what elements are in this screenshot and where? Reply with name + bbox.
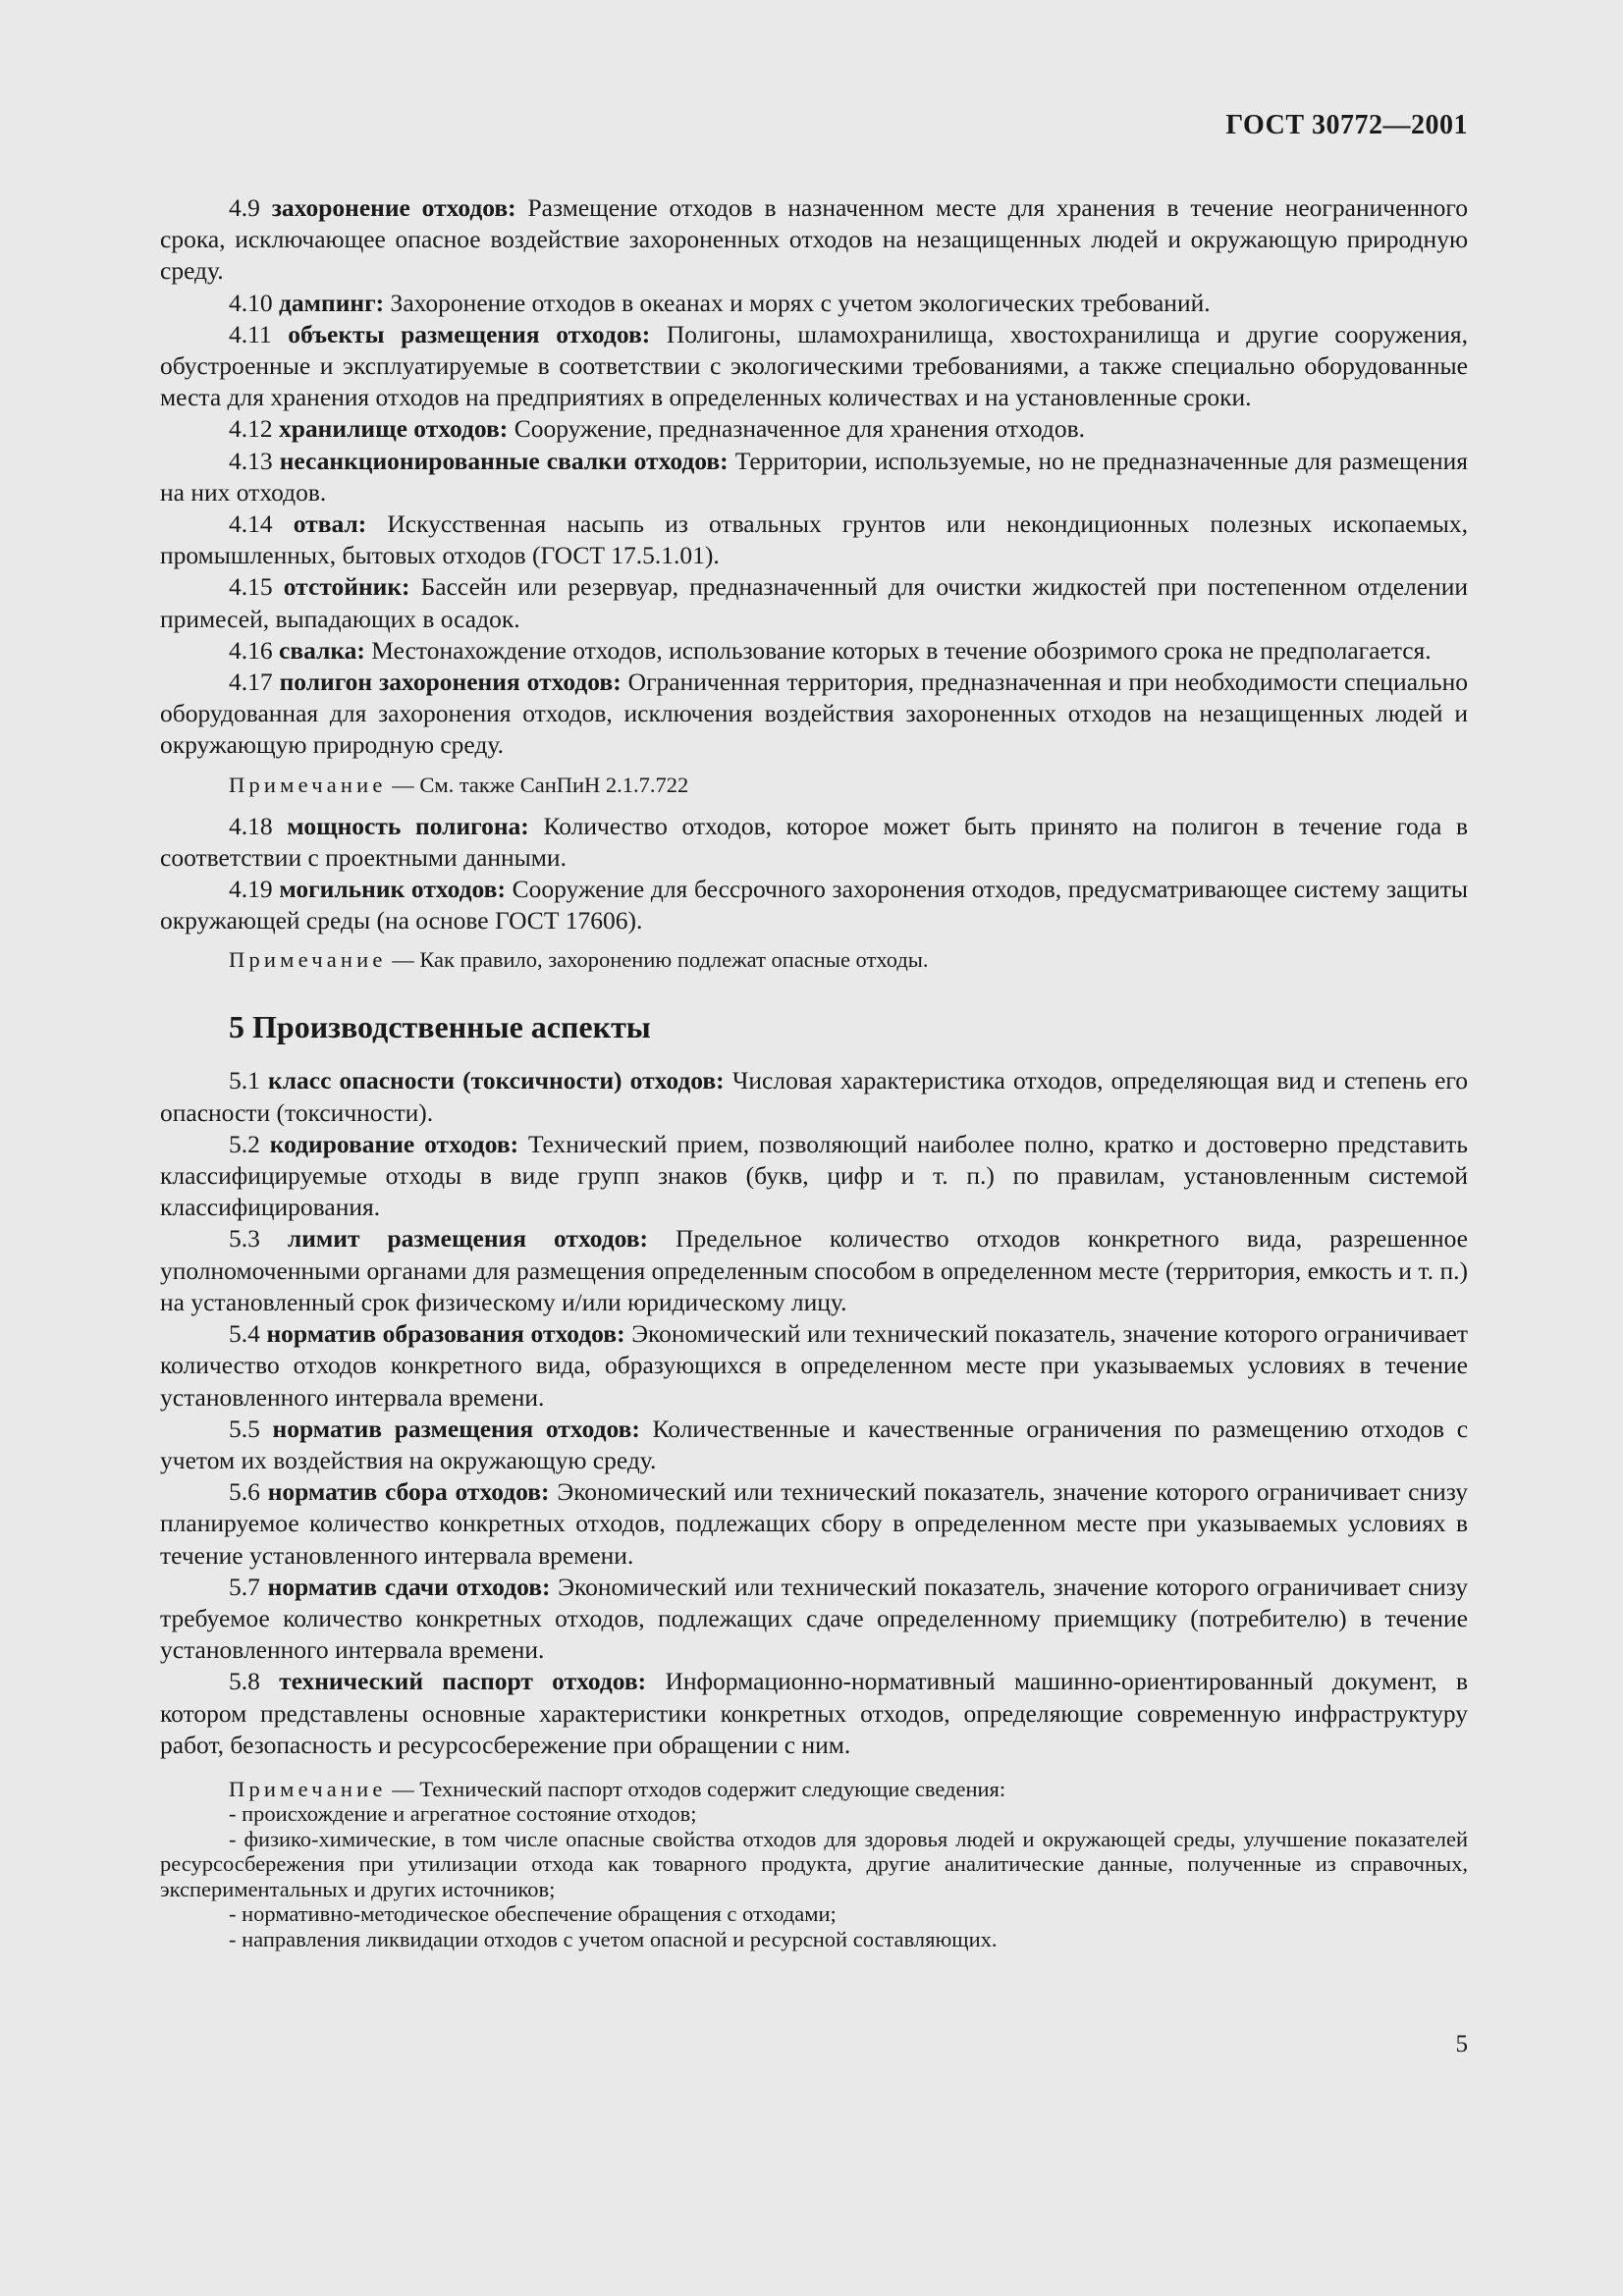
term-entry: 5.6 норматив сбора отходов: Экономический или технический показатель, значение которого ограничивает снизу планируемое количество конкретных отходов, подлежащих сбору в определенном месте при указываемых условиях в течение установленного интервала времени. (160, 1477, 1469, 1570)
term-entry: 4.9 захоронение отходов: Размещение отходов в назначенном месте для хранения в течение неограниченного срока, исключающее опасное воздействие захороненных отходов на незащищенных людей и окружающую природную среду. (160, 193, 1469, 286)
document-code: ГОСТ 30772—2001 (1225, 110, 1468, 140)
note-heading: Примечание — Технический паспорт отходов содержит следующие сведения: (229, 1776, 1006, 1801)
term-entry: 4.10 дампинг: Захоронение отходов в океанах и морях с учетом экологических требований. (229, 288, 1211, 317)
term-entry: 4.14 отвал: Искусственная насыпь из отвальных грунтов или некондиционных полезных ископаемых, промышленных, бытовых отходов (ГОСТ 17.5.1.01). (160, 509, 1469, 570)
term-entry: 4.12 хранилище отходов: Сооружение, предназначенное для хранения отходов. (229, 414, 1085, 444)
page-number: 5 (1455, 2031, 1468, 2057)
term-entry: 4.13 несанкционированные свалки отходов: Территории, используемые, но не предназначенные для размещения на них отходов. (160, 446, 1468, 507)
term-entry: 5.8 технический паспорт отходов: Информационно-нормативный машинно-ориентированный документ, в котором представлены основные характеристики конкретных отходов, определяющие современную инфраструктуру работ, безопасность и ресурсосбережение при обращении с ним. (160, 1667, 1469, 1759)
term-entry: 4.17 полигон захоронения отходов: Ограниченная территория, предназначенная и при необходимости специально оборудованная для захоронения отходов, исключения воздействия захороненных отходов на незащищенных людей и окружающую природную среду. (160, 667, 1468, 760)
term-entry: 4.18 мощность полигона: Количество отходов, которое может быть принято на полигон в течение года в соответствии с проектными данными. (160, 811, 1469, 872)
note-list-item: - происхождение и агрегатное состояние отходов; (229, 1801, 697, 1827)
note-list-item: - нормативно-методическое обеспечение обращения с отходами; (229, 1901, 837, 1927)
term-entry: 5.4 норматив образования отходов: Экономический или технический показатель, значение которого ограничивает количество отходов конкретного вида, образующихся в определенном месте при указываемых условиях в течение установленного интервала времени. (160, 1319, 1469, 1412)
note-passport (160, 1777, 1468, 1952)
term-entry: 5.5 норматив размещения отходов: Количественные и качественные ограничения по размещению отходов с учетом их воздействия на окружающую среду. (160, 1414, 1469, 1474)
term-entry: 5.1 класс опасности (токсичности) отходов: Числовая характеристика отходов, определяющая вид и степень его опасности (токсичности). (160, 1066, 1468, 1127)
term-entry: 4.19 могильник отходов: Сооружение для бессрочного захоронения отходов, предусматривающее систему защиты окружающей среды (на основе ГОСТ 17606). (160, 875, 1468, 935)
note-list-item: - направления ликвидации отходов с учетом опасной и ресурсной составляющих. (229, 1926, 998, 1951)
term-entry: 4.16 свалка: Местонахождение отходов, использование которых в течение обозримого срока не предполагается. (229, 635, 1432, 665)
term-entry: 5.2 кодирование отходов: Технический прием, позволяющий наиболее полно, кратко и достоверно представить классифицируемые отходы в виде групп знаков (букв, цифр и т. п.) по правилам, установленным системой классифицирования. (160, 1129, 1469, 1222)
note: Примечание — Как правило, захоронению подлежат опасные отходы. (229, 947, 929, 973)
term-entry: 4.15 отстойник: Бассейн или резервуар, предназначенный для очистки жидкостей при постепенном отделении примесей, выпадающих в осадок. (160, 572, 1469, 633)
term-entry: 4.11 объекты размещения отходов: Полигоны, шламохранилища, хвостохранилища и другие сооружения, обустроенные и эксплуатируемые в соответствии с экологическими требованиями, а также специально оборудованные места для хранения отходов на предприятиях в определенных количествах и на установленные сроки. (160, 319, 1469, 412)
term-entry: 5.7 норматив сдачи отходов: Экономический или технический показатель, значение которого ограничивает снизу требуемое количество конкретных отходов, подлежащих сдаче определенному приемщику (потребителю) в течение установленного интервала времени. (160, 1572, 1469, 1665)
note: Примечание — См. также СанПиН 2.1.7.722 (229, 772, 689, 797)
document-body (160, 192, 1468, 1951)
section-title: 5 Производственные аспекты (229, 1009, 651, 1045)
note-list-item: - физико-химические, в том числе опасные свойства отходов для здоровья людей и окружающей среды, улучшение показателей ресурсосбережения при утилизации отхода как товарного продукта, другие аналитические данные, полученные из справочных, экспериментальных и других источников; (160, 1826, 1468, 1901)
term-entry: 5.3 лимит размещения отходов: Предельное количество отходов конкретного вида, разрешенное уполномоченными органами для размещения определенным способом в определенном месте (территория, емкость и т. п.) на установленный срок физическому и/или юридическому лицу. (160, 1224, 1468, 1316)
